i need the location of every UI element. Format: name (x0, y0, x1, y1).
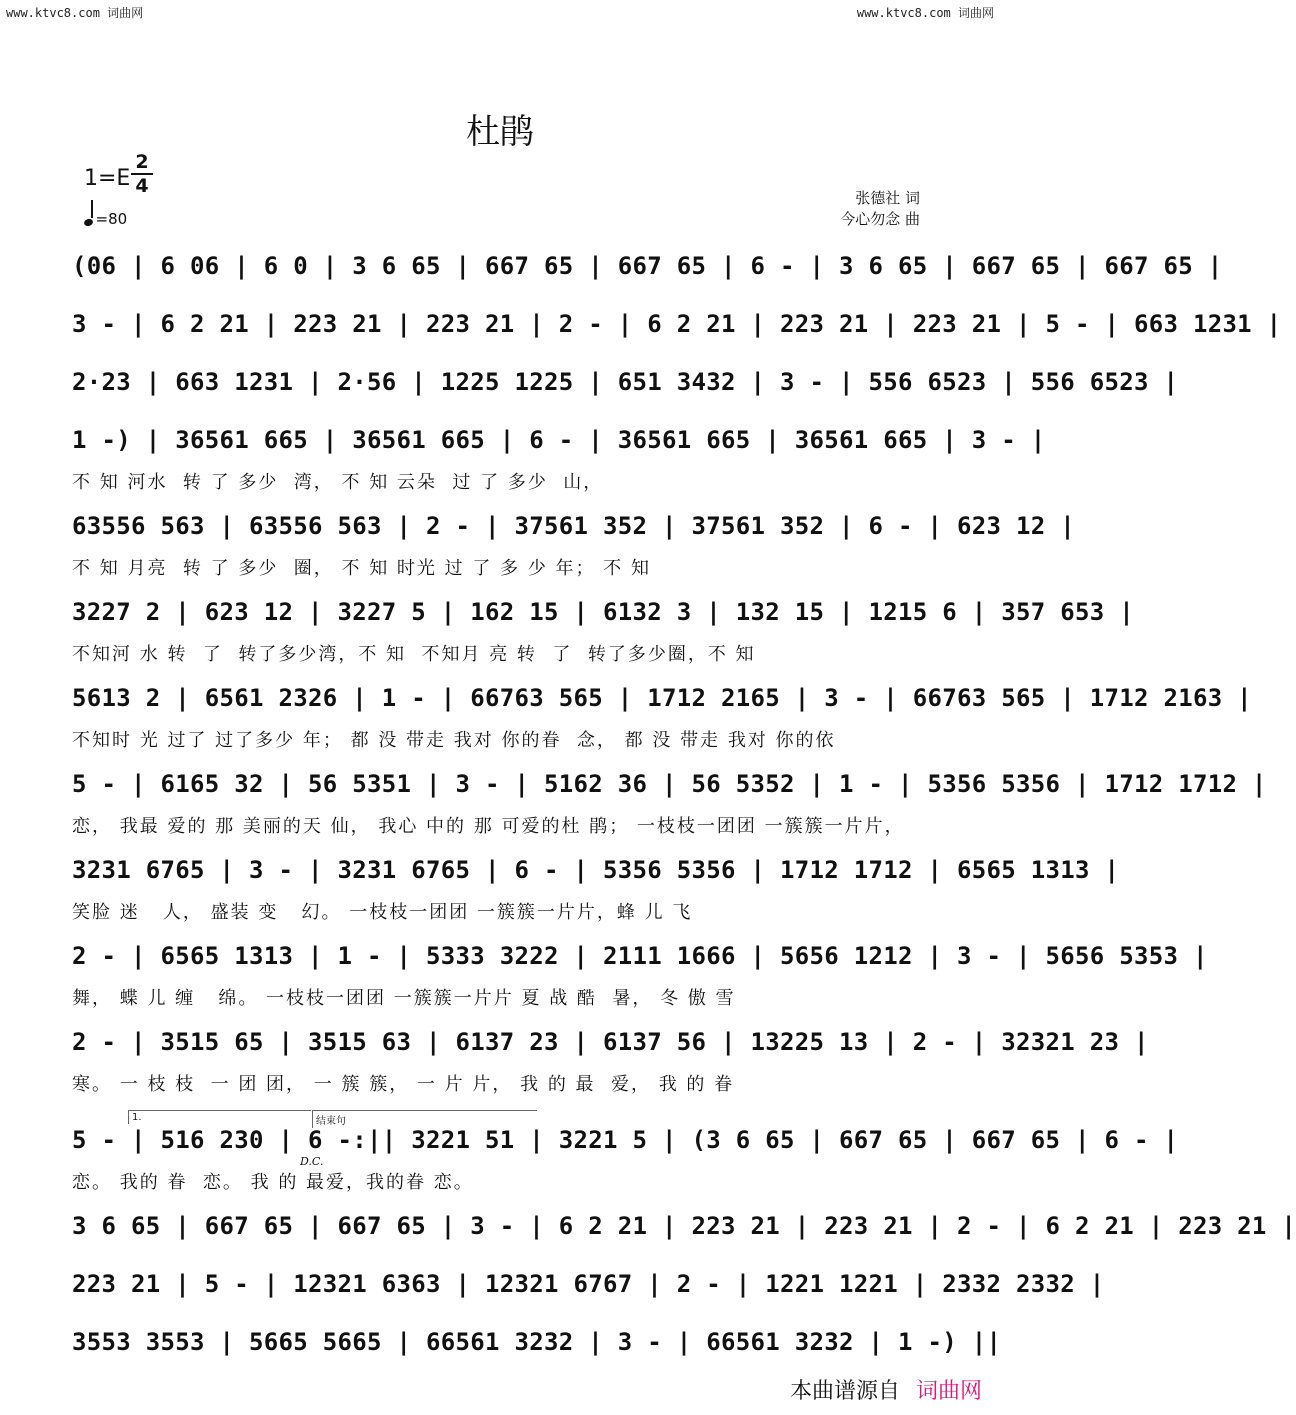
score-row-13 (72, 1212, 1296, 1252)
notation-line: 63556 563 | 63556 563 | 2 - | 37561 352 | 37561 352 | 6 - | 623 12 | (72, 512, 1075, 540)
quarter-note-icon (83, 218, 94, 228)
score-row-3 (72, 368, 1179, 408)
quarter-note-stem (91, 200, 93, 218)
source-footer (790, 1374, 982, 1405)
notation-line: 5613 2 | 6561 2326 | 1 - | 66763 565 | 1712 2165 | 3 - | 66763 565 | 1712 2163 | (72, 684, 1252, 712)
lyric-line: 不 知 月亮 转 了 多少 圈， 不 知 时光 过 了 多 少 年； 不 知 (72, 558, 651, 579)
score-row-4 (72, 426, 1046, 466)
score-row-15 (72, 1328, 1002, 1368)
score-row-6 (72, 598, 1134, 638)
first-ending-bracket: 1. (128, 1110, 311, 1124)
notation-line: 1 -) | 36561 665 | 36561 665 | 6 - | 36561 665 | 36561 665 | 3 - | (72, 426, 1046, 454)
score-row-5 (72, 512, 1075, 552)
lyric-line: 不知时 光 过了 过了多少 年； 都 没 带走 我对 你的眷 念， 都 没 带走 我对 你的依 (72, 730, 836, 751)
lyric-line: 不 知 河水 转 了 多少 湾， 不 知 云朵 过 了 多少 山， (72, 472, 604, 493)
notation-line: 3 - | 6 2 21 | 223 21 | 223 21 | 2 - | 6 2 21 | 223 21 | 223 21 | 5 - | 663 1231 | (72, 310, 1282, 338)
score-row-11 (72, 1028, 1149, 1068)
notation-line: 3231 6765 | 3 - | 3231 6765 | 6 - | 5356 5356 | 1712 1712 | 6565 1313 | (72, 856, 1120, 884)
footer-text: 本曲谱源自 (789, 1379, 900, 1404)
notation-line: 223 21 | 5 - | 12321 6363 | 12321 6767 | 2 - | 1221 1221 | 2332 2332 | (72, 1270, 1105, 1298)
key-signature: 1=E (84, 166, 131, 191)
lyric-line: 寒。 一 枝 枝 一 团 团， 一 簇 簇， 一 片 片， 我 的 最 爱， 我 的 眷 (72, 1074, 735, 1095)
composer-credit: 今心勿念 曲 (840, 210, 920, 228)
notation-line: 2 - | 3515 65 | 3515 63 | 6137 23 | 6137 56 | 13225 13 | 2 - | 32321 23 | (72, 1028, 1149, 1056)
time-signature-top: 2 (135, 151, 149, 173)
score-row-2 (72, 310, 1282, 350)
second-ending-bracket: 结束句 (312, 1110, 537, 1128)
footer-brand-link[interactable]: 词曲网 (915, 1379, 982, 1404)
tempo-marking (84, 206, 127, 228)
dc-marking: D.C. (300, 1155, 324, 1168)
lyric-line: 笑脸 迷 人， 盛装 变 幻。 一枝枝一团团 一簇簇一片片，蜂 儿 飞 (72, 902, 693, 923)
notation-line: 5 - | 516 230 | 6 -:|| 3221 51 | 3221 5 | (3 6 65 | 667 65 | 667 65 | 6 - | (72, 1126, 1179, 1154)
score-row-9 (72, 856, 1120, 896)
lyric-line: 不知河 水 转 了 转了多少湾，不 知 不知月 亮 转 了 转了多少圈，不 知 (72, 644, 756, 665)
tempo-value: =80 (95, 210, 128, 228)
notation-line: 2 - | 6565 1313 | 1 - | 5333 3222 | 2111 1666 | 5656 1212 | 3 - | 5656 5353 | (72, 942, 1208, 970)
notation-line: (06 | 6 06 | 6 0 | 3 6 65 | 667 65 | 667 65 | 6 - | 3 6 65 | 667 65 | 667 65 | (72, 252, 1223, 280)
notation-line: 3227 2 | 623 12 | 3227 5 | 162 15 | 6132 3 | 132 15 | 1215 6 | 357 653 | (72, 598, 1134, 626)
time-signature-bottom: 4 (135, 175, 149, 197)
watermark-right: www.ktvc8.com 词曲网 (856, 6, 994, 20)
score-row-14 (72, 1270, 1105, 1310)
score-row-7 (72, 684, 1252, 724)
notation-line: 2·23 | 663 1231 | 2·56 | 1225 1225 | 651 3432 | 3 - | 556 6523 | 556 6523 | (72, 368, 1179, 396)
credits (840, 188, 920, 230)
time-signature (131, 152, 153, 196)
lyric-line: 恋。 我的 眷 恋。 我 的 最爱，我的眷 恋。 (72, 1172, 474, 1193)
song-title: 杜鹃 (466, 112, 534, 152)
score-row-8 (72, 770, 1267, 810)
watermark-left: www.ktvc8.com 词曲网 (6, 6, 144, 20)
score-row-10 (72, 942, 1208, 982)
lyric-line: 恋， 我最 爱的 那 美丽的天 仙， 我心 中的 那 可爱的杜 鹃； 一枝枝一团团 一簇簇一片片， (72, 816, 905, 837)
score-row-1 (72, 252, 1223, 292)
score-row-12 (72, 1126, 1179, 1166)
notation-line: 5 - | 6165 32 | 56 5351 | 3 - | 5162 36 | 56 5352 | 1 - | 5356 5356 | 1712 1712 | (72, 770, 1267, 798)
lyricist-credit: 张德社 词 (855, 189, 920, 207)
notation-line: 3553 3553 | 5665 5665 | 66561 3232 | 3 - | 66561 3232 | 1 -) || (72, 1328, 1002, 1356)
lyric-line: 舞， 蝶 儿 缠 绵。 一枝枝一团团 一簇簇一片片 夏 战 酷 暑， 冬 傲 雪 (72, 988, 736, 1009)
notation-line: 3 6 65 | 667 65 | 667 65 | 3 - | 6 2 21 | 223 21 | 223 21 | 2 - | 6 2 21 | 223 21 | (72, 1212, 1296, 1240)
